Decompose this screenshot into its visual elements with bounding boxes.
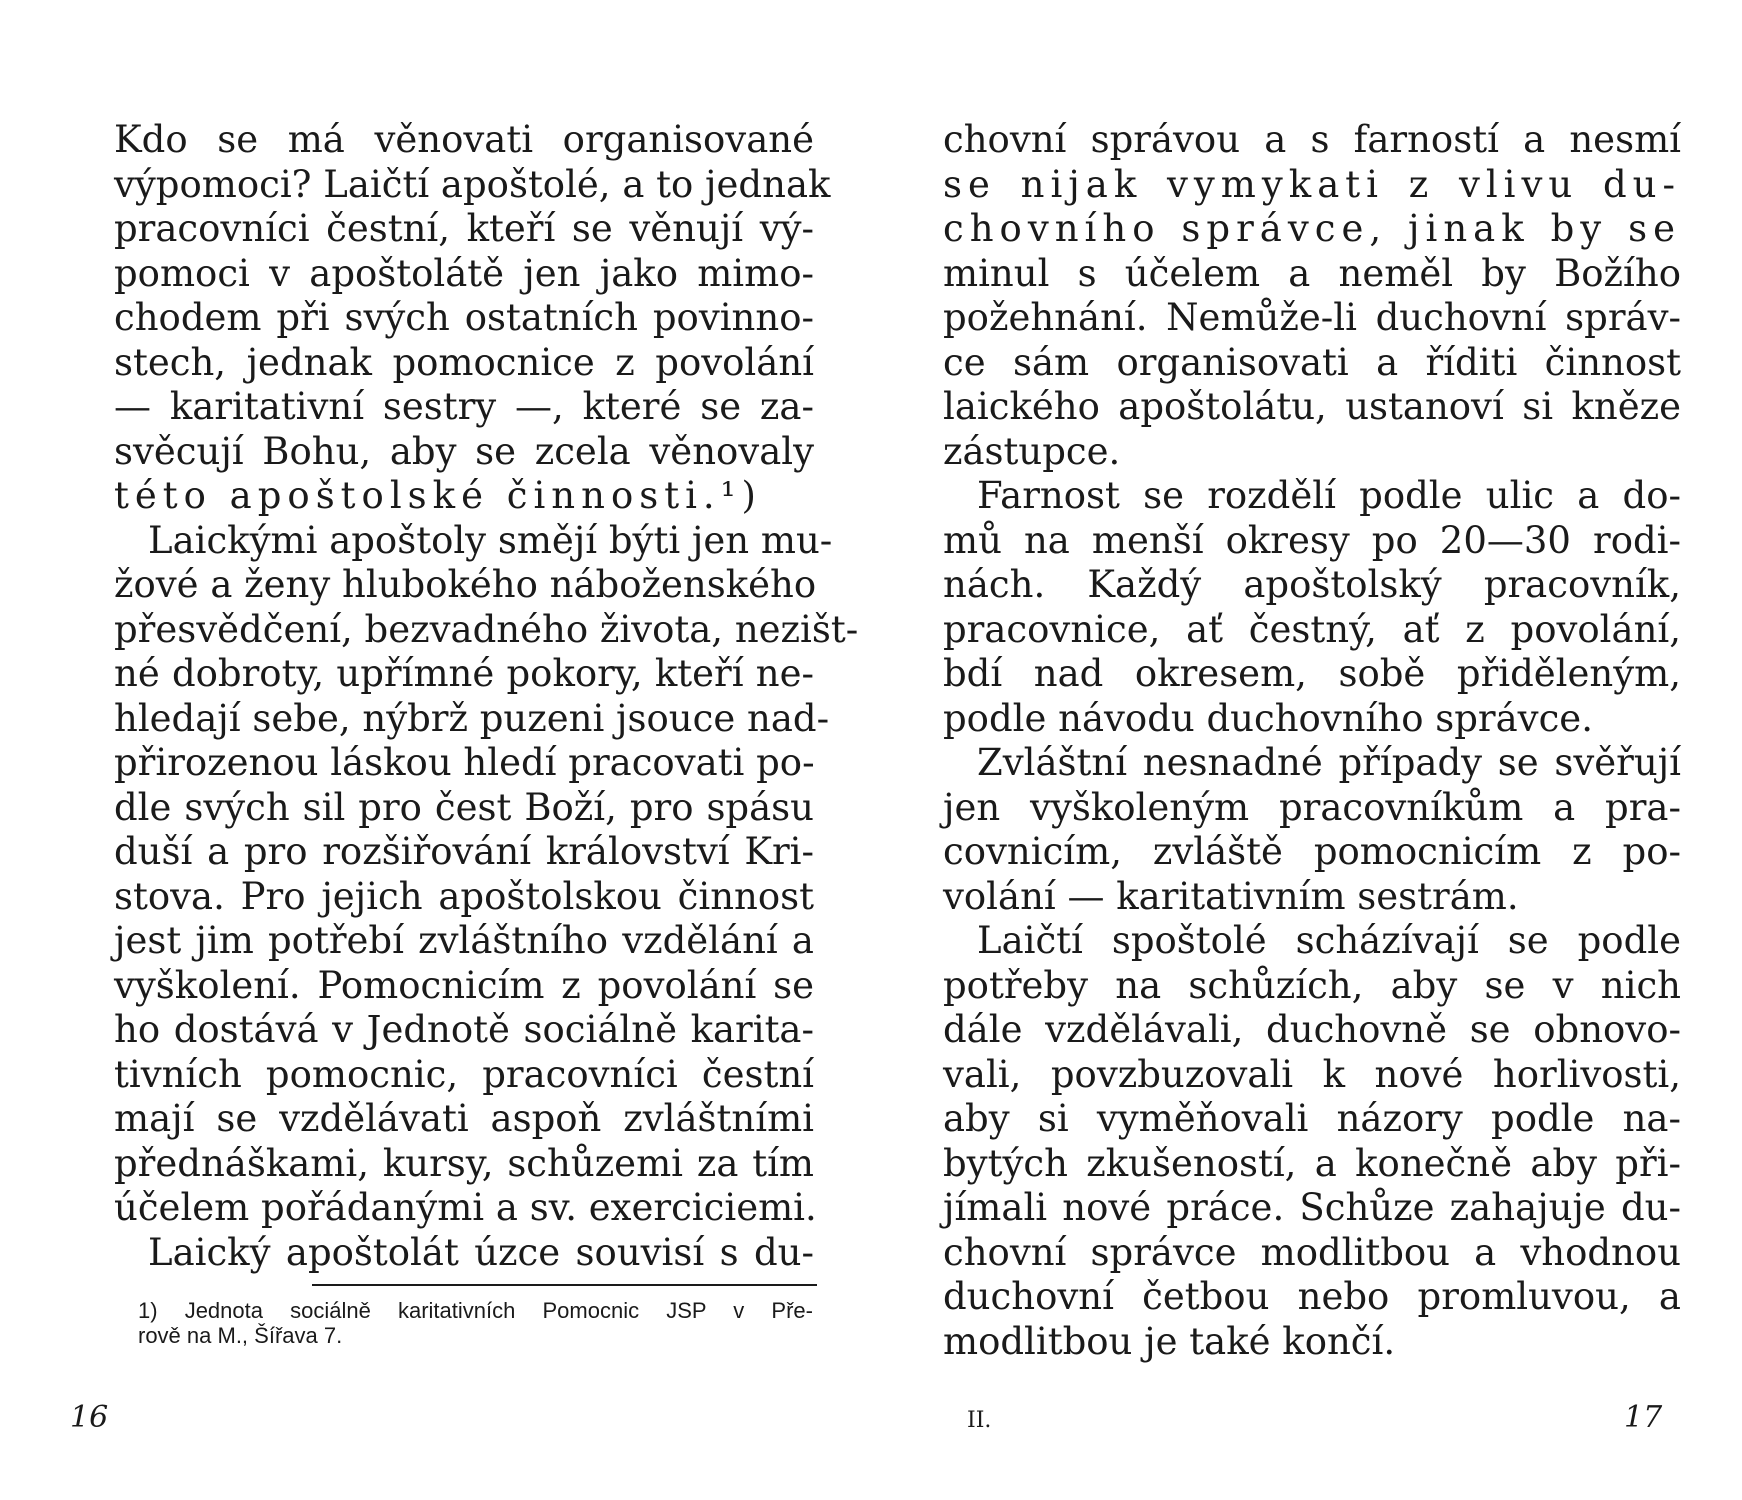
text-line: né dobroty, upřímné pokory, kteří ne- [114, 652, 814, 695]
text-line: covnicím, zvláště pomocnicím z po- [943, 830, 1681, 873]
signature-mark: II. [967, 1408, 992, 1433]
text-line: vali, povzbuzovali k nové horlivosti, [943, 1052, 1681, 1096]
text-line: potřeby na schůzích, aby se v nich [943, 963, 1681, 1007]
page-number: 17 [1624, 1400, 1663, 1435]
text-line: — karitativní sestry —, které se za- [114, 385, 814, 428]
text-line: Laický apoštolát úzce souvisí s du- [148, 1230, 814, 1274]
text-line: přirozenou láskou hledí pracovati po- [114, 741, 815, 784]
text-line: duchovní četbou nebo promluvou, a [943, 1275, 1681, 1318]
text-line: mají se vzdělávati aspoň zvláštními [114, 1097, 814, 1140]
text-line: dle svých sil pro čest Boží, pro spásu [114, 785, 814, 829]
text-line: stech, jednak pomocnice z povolání [114, 340, 814, 384]
text-line: mů na menší okresy po 20—30 rodi- [943, 518, 1681, 562]
text-line: zástupce. [943, 429, 1121, 473]
text-line: ce sám organisovati a říditi činnost [943, 340, 1681, 384]
page-number: 16 [70, 1400, 109, 1435]
text-line: jímali nové práce. Schůze zahajuje du- [943, 1186, 1681, 1229]
footnote-line: rově na M., Šířava 7. [138, 1323, 343, 1348]
footnote-line: 1) Jednota sociálně karitativních Pomocnic JSP v Pře- [138, 1298, 813, 1323]
text-line: pracovnice, ať čestný, ať z povolání, [943, 607, 1681, 651]
text-line: přesvědčení, bezvadného života, nezišt- [114, 607, 859, 651]
text-line: žové a ženy hlubokého náboženského [114, 563, 817, 606]
footnote-divider [312, 1284, 817, 1286]
text-line: Laickými apoštoly smějí býti jen mu- [148, 518, 833, 562]
text-line: bdí nad okresem, sobě přiděleným, [943, 652, 1681, 695]
text-line: přednáškami, kursy, schůzemi za tím [114, 1141, 814, 1185]
text-line: jest jim potřebí zvláštního vzdělání a [114, 919, 814, 962]
text-line: Zvláštní nesnadné případy se svěřují [977, 741, 1681, 784]
left-text-column [114, 118, 859, 1275]
text-line: Laičtí spoštolé scházívají se podle [977, 919, 1681, 962]
right-text-column [943, 118, 1681, 1364]
text-line: se nijak vymykati z vlivu du- [943, 162, 1681, 206]
text-line: chovní správce modlitbou a vhodnou [943, 1230, 1681, 1274]
text-line: chovního správce, jinak by se [943, 207, 1681, 250]
text-line: duší a pro rozšiřování království Kri- [114, 830, 814, 873]
right-page [871, 0, 1742, 1500]
text-line: minul s účelem a neměl by Božího [943, 251, 1681, 295]
text-line: účelem pořádanými a sv. exerciciemi. [114, 1186, 817, 1229]
text-line: svěcují Bohu, aby se zcela věnovaly [114, 429, 814, 473]
text-line: aby si vyměňovali názory podle na- [943, 1097, 1681, 1140]
text-line: Kdo se má věnovati organisované [114, 118, 814, 161]
text-line: podle návodu duchovního správce. [943, 696, 1593, 740]
text-line: této apoštolské činnosti.¹) [114, 474, 762, 517]
text-line: vyškolení. Pomocnicím z povolání se [114, 963, 814, 1007]
text-line: jen vyškoleným pracovníkům a pra- [943, 785, 1681, 829]
text-line: pracovníci čestní, kteří se věnují vý- [114, 207, 814, 250]
text-line: laického apoštolátu, ustanoví si kněze [943, 385, 1681, 428]
text-line: tivních pomocnic, pracovníci čestní [114, 1052, 814, 1096]
text-line: Farnost se rozdělí podle ulic a do- [977, 474, 1681, 517]
text-line: hledají sebe, nýbrž puzeni jsouce nad- [114, 696, 830, 740]
text-line: ho dostává v Jednotě sociálně karita- [114, 1008, 814, 1051]
text-line: bytých zkušeností, a konečně aby při- [943, 1141, 1681, 1185]
text-line: stova. Pro jejich apoštolskou činnost [114, 874, 814, 918]
text-line: nách. Každý apoštolský pracovník, [943, 563, 1681, 606]
text-line: požehnání. Nemůže-li duchovní správ- [943, 296, 1681, 339]
text-line: chodem při svých ostatních povinno- [114, 296, 814, 339]
text-line: chovní správou a s farností a nesmí [943, 118, 1681, 161]
text-line: výpomoci? Laičtí apoštolé, a to jednak [114, 162, 831, 206]
text-line: pomoci v apoštolátě jen jako mimo- [114, 251, 814, 295]
text-line: modlitbou je také končí. [943, 1319, 1396, 1363]
text-line: dále vzdělávali, duchovně se obnovo- [943, 1008, 1681, 1051]
text-line: volání — karitativním sestrám. [943, 874, 1519, 918]
footnote [138, 1298, 813, 1348]
